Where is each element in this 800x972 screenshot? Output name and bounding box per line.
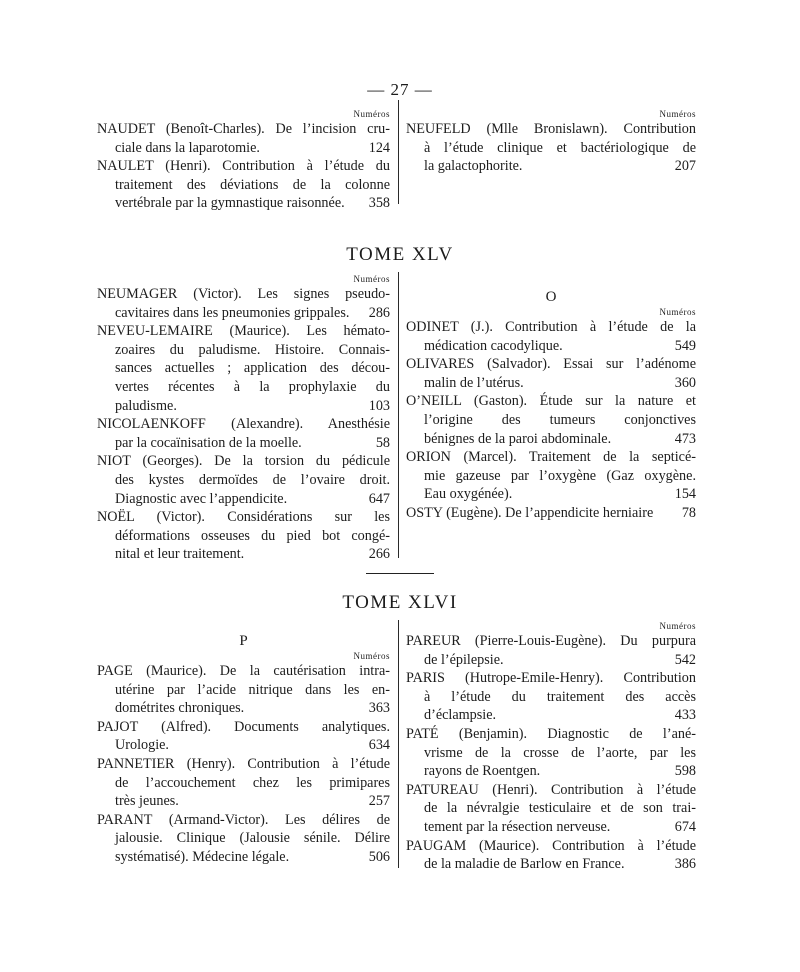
entry-line: [97, 176, 390, 195]
entry-text: nital et leur traitement.: [115, 546, 245, 563]
entry-line: [406, 120, 696, 139]
entry-text: OSTY (Eugène). De l’appendicite herniaire: [406, 504, 654, 521]
entry-list: [97, 120, 390, 213]
section-title-tome-xlvi: TOME XLVI: [342, 592, 458, 613]
entry-line: [406, 374, 696, 393]
entry-number: 542: [674, 651, 696, 668]
tome45-left-column: [97, 273, 390, 564]
entry-number: 124: [368, 139, 390, 156]
entry-line: [97, 699, 390, 718]
column-divider: [398, 272, 399, 558]
entry-line: [406, 744, 696, 763]
entry-line: [97, 194, 390, 213]
tome46-right-column: [406, 620, 696, 874]
numeros-header: Numéros: [353, 274, 390, 284]
top-left-column: [97, 108, 390, 213]
entry-number: 433: [674, 707, 696, 724]
entry-text: NIOT (Georges). De la torsion du pédicule: [97, 453, 390, 470]
entry-number: 266: [368, 546, 390, 563]
entry-line: [406, 485, 696, 504]
entry-line: [97, 811, 390, 830]
entry-line: [406, 855, 696, 874]
entry-text: NEUMAGER (Victor). Les signes pseudo-: [97, 286, 390, 302]
entry-line: [97, 397, 390, 416]
page-number: — 27 —: [367, 80, 433, 99]
index-entry: [97, 662, 390, 718]
section-title-tome-xlv: TOME XLV: [346, 244, 454, 265]
entry-line: [97, 545, 390, 564]
entry-text: NEUFELD (Mlle Bronislawn). Contribution: [406, 121, 696, 137]
column-divider: [398, 620, 399, 868]
entry-text: paludisme.: [115, 397, 177, 414]
entry-line: [97, 157, 390, 176]
index-entry: [406, 448, 696, 504]
entry-line: [406, 632, 696, 651]
index-entry: [97, 120, 390, 157]
entry-line: [406, 411, 696, 430]
entry-line: [97, 829, 390, 848]
entry-number: 386: [674, 856, 696, 873]
entry-text: NAUDET (Benoît-Charles). De l’incision cru-: [97, 121, 390, 137]
entry-line: [97, 527, 390, 546]
index-entry: [97, 415, 390, 452]
entry-text: déformations osseuses du pied bot congé-: [115, 527, 390, 544]
numeros-header: Numéros: [353, 651, 390, 661]
numeros-header: Numéros: [353, 109, 390, 119]
entry-text: malin de l’utérus.: [424, 374, 524, 391]
entry-text: de l’accouchement chez les primipares: [115, 774, 390, 791]
index-entry: [97, 322, 390, 415]
index-entry: [97, 508, 390, 564]
index-entry: [406, 669, 696, 725]
entry-line: [97, 285, 390, 304]
entry-number: 358: [368, 195, 390, 212]
entry-line: [97, 378, 390, 397]
entry-text: systématisé). Médecine légale.: [115, 848, 290, 865]
entry-number: 154: [674, 486, 696, 503]
entry-text: Eau oxygénée).: [424, 486, 513, 503]
entry-text: PATUREAU (Henri). Contribution à l’étude: [406, 781, 696, 798]
entry-list: [406, 120, 696, 176]
entry-text: tement par la résection nerveuse.: [424, 818, 611, 835]
entry-line: [406, 669, 696, 688]
entry-number: 207: [674, 158, 696, 175]
entry-list: [406, 318, 696, 523]
entry-number: 360: [674, 374, 696, 391]
entry-text: O’NEILL (Gaston). Étude sur la nature et: [406, 393, 696, 410]
entry-text: jalousie. Clinique (Jalousie sénile. Délire: [115, 830, 390, 847]
entry-text: OLIVARES (Salvador). Essai sur l’adénome: [406, 356, 696, 373]
entry-line: [97, 139, 390, 158]
index-entry: [406, 392, 696, 448]
index-entry: [406, 318, 696, 355]
entry-text: NICOLAENKOFF (Alexandre). Anesthésie: [97, 416, 390, 433]
entry-text: PATÉ (Benjamin). Diagnostic de l’ané-: [406, 725, 696, 742]
entry-line: [406, 318, 696, 337]
entry-line: [406, 504, 696, 523]
entry-text: vertébrale par la gymnastique raisonnée.: [115, 195, 345, 212]
entry-text: zoaires du paludisme. Histoire. Connais-: [115, 341, 390, 358]
entry-text: bénignes de la paroi abdominale.: [424, 430, 612, 447]
index-entry: [97, 157, 390, 213]
entry-number: 286: [368, 304, 390, 321]
entry-number: 674: [674, 818, 696, 835]
entry-line: [97, 755, 390, 774]
entry-text: de la maladie de Barlow en France.: [424, 856, 625, 873]
tome46-left-column: [97, 632, 390, 867]
entry-line: [406, 139, 696, 158]
entry-list: [406, 632, 696, 874]
entry-text: NAULET (Henri). Contribution à l’étude du: [97, 158, 390, 175]
index-entry: [406, 504, 696, 523]
entry-text: utérine par l’acide nitrique dans les en-: [115, 681, 390, 698]
entry-number: 647: [368, 490, 390, 507]
entry-line: [97, 415, 390, 434]
entry-line: [97, 736, 390, 755]
entry-line: [97, 452, 390, 471]
entry-number: 103: [368, 397, 390, 414]
entry-text: très jeunes.: [115, 793, 179, 810]
entry-text: à l’étude du traitement des accès: [424, 688, 696, 705]
top-right-column: [406, 108, 696, 176]
numeros-header: Numéros: [659, 307, 696, 317]
entry-text: à l’étude clinique et bactériologique de: [424, 139, 696, 156]
entry-line: [97, 341, 390, 360]
entry-text: Diagnostic avec l’appendicite.: [115, 490, 288, 507]
entry-text: PARANT (Armand-Victor). Les délires de: [97, 811, 390, 828]
entry-text: mie gazeuse par l’oxygène (Gaz oxygène.: [424, 467, 696, 484]
entry-line: [406, 762, 696, 781]
entry-line: [406, 430, 696, 449]
entry-line: [406, 392, 696, 411]
entry-line: [406, 706, 696, 725]
numeros-header: Numéros: [659, 109, 696, 119]
entry-text: ODINET (J.). Contribution à l’étude de la: [406, 319, 696, 335]
index-entry: [97, 718, 390, 755]
entry-line: [406, 781, 696, 800]
entry-line: [406, 688, 696, 707]
entry-number: 363: [368, 700, 390, 717]
entry-text: de l’épilepsie.: [424, 651, 504, 668]
entry-text: la galactophorite.: [424, 158, 523, 175]
entry-number: 473: [674, 430, 696, 447]
entry-text: PAREUR (Pierre-Louis-Eugène). Du purpura: [406, 633, 696, 649]
entry-line: [97, 434, 390, 453]
entry-list: [97, 662, 390, 867]
entry-text: vrisme de la crosse de l’aorte, par les: [424, 744, 696, 761]
entry-text: d’éclampsie.: [424, 707, 497, 724]
entry-text: l’origine des tumeurs conjonctives: [424, 411, 696, 428]
entry-line: [97, 490, 390, 509]
entry-text: rayons de Roentgen.: [424, 763, 541, 780]
entry-line: [97, 120, 390, 139]
letter-heading-o: O: [545, 289, 557, 305]
entry-number: 78: [681, 504, 696, 521]
index-entry: [406, 725, 696, 781]
entry-number: 634: [368, 737, 390, 754]
entry-line: [406, 337, 696, 356]
entry-line: [406, 157, 696, 176]
index-entry: [406, 837, 696, 874]
entry-text: des kystes dermoïdes de l’ovaire droit.: [115, 471, 390, 488]
entry-text: vertes récentes à la prophylaxie du: [115, 378, 390, 395]
entry-line: [406, 799, 696, 818]
index-entry: [97, 755, 390, 811]
index-entry: [406, 781, 696, 837]
entry-list: [97, 285, 390, 564]
entry-line: [406, 651, 696, 670]
entry-line: [406, 467, 696, 486]
entry-line: [97, 508, 390, 527]
entry-text: NOËL (Victor). Considérations sur les: [97, 509, 390, 526]
entry-text: PAGE (Maurice). De la cautérisation intra-: [97, 663, 390, 679]
entry-text: par la cocaïnisation de la moelle.: [115, 434, 302, 451]
index-entry: [97, 285, 390, 322]
entry-text: Urologie.: [115, 737, 169, 754]
entry-line: [406, 818, 696, 837]
entry-line: [97, 322, 390, 341]
entry-line: [97, 848, 390, 867]
index-entry: [97, 452, 390, 508]
section-separator: [366, 573, 434, 574]
entry-line: [97, 718, 390, 737]
entry-text: PAJOT (Alfred). Documents analytiques.: [97, 718, 390, 735]
numeros-header: Numéros: [659, 621, 696, 631]
entry-number: 506: [368, 848, 390, 865]
entry-text: sances actuelles ; application des décou-: [115, 360, 390, 377]
entry-text: ORION (Marcel). Traitement de la septicé-: [406, 449, 696, 466]
column-divider: [398, 100, 399, 204]
index-entry: [406, 355, 696, 392]
entry-line: [97, 662, 390, 681]
entry-line: [97, 471, 390, 490]
entry-number: 549: [674, 337, 696, 354]
entry-number: 257: [368, 793, 390, 810]
entry-line: [97, 304, 390, 323]
entry-text: cavitaires dans les pneumonies grippales.: [115, 304, 350, 321]
letter-heading-p: P: [239, 633, 248, 649]
entry-text: PARIS (Hutrope-Emile-Henry). Contribution: [406, 670, 696, 687]
entry-text: médication cacodylique.: [424, 337, 563, 354]
entry-line: [97, 774, 390, 793]
entry-line: [97, 359, 390, 378]
tome45-right-column: [406, 288, 696, 523]
index-entry: [97, 811, 390, 867]
index-entry: [406, 632, 696, 669]
entry-line: [97, 792, 390, 811]
entry-text: NEVEU-LEMAIRE (Maurice). Les hémato-: [97, 323, 390, 340]
entry-line: [406, 725, 696, 744]
entry-line: [406, 837, 696, 856]
entry-text: dométrites chroniques.: [115, 700, 245, 717]
entry-text: PANNETIER (Henry). Contribution à l’étude: [97, 755, 390, 772]
entry-number: 598: [674, 763, 696, 780]
entry-text: ciale dans la laparotomie.: [115, 139, 260, 156]
entry-line: [97, 681, 390, 700]
entry-text: traitement des déviations de la colonne: [115, 176, 390, 193]
entry-line: [406, 448, 696, 467]
entry-line: [406, 355, 696, 374]
entry-text: PAUGAM (Maurice). Contribution à l’étude: [406, 837, 696, 854]
index-entry: [406, 120, 696, 176]
entry-text: de la névralgie testiculaire et de son trai-: [424, 800, 696, 817]
entry-number: 58: [375, 434, 390, 451]
